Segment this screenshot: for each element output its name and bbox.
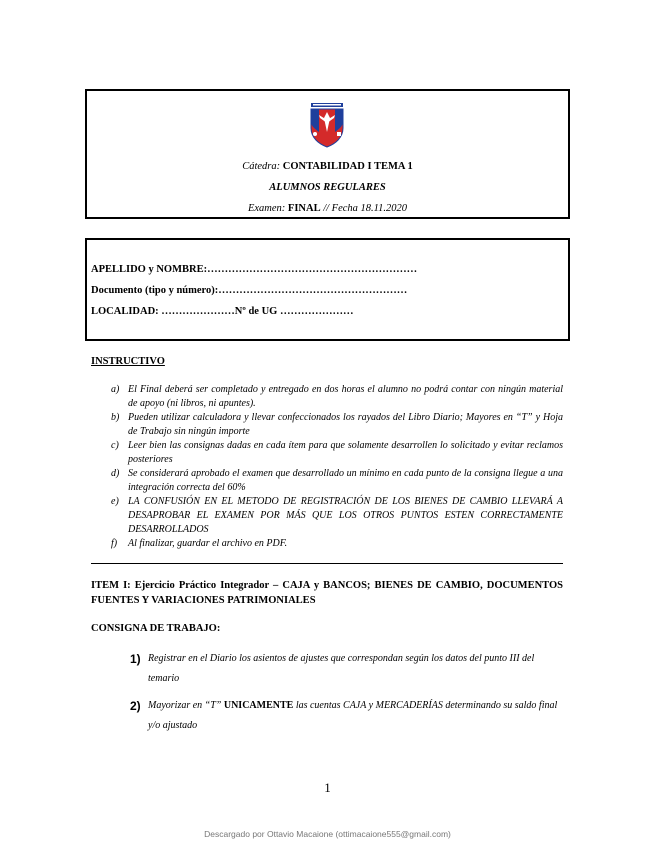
instruction-marker: f) <box>111 538 118 549</box>
instruction-text: Leer bien las consignas dadas en cada ítem para que solamente desarrollen lo solicitado y evitar reclamos posteriores <box>128 440 563 465</box>
instruction-marker: b) <box>111 412 120 423</box>
name-blank[interactable]: …………………………………………………… <box>207 264 418 275</box>
document-field[interactable] <box>91 285 407 296</box>
exam-date: // Fecha 18.11.2020 <box>323 203 408 214</box>
task-item <box>130 696 563 736</box>
task-text: Registrar en el Diario los asientos de ajustes que correspondan según los datos del punto III del temario <box>148 653 535 684</box>
ug-label: Nº de UG <box>234 306 278 317</box>
instruction-item <box>108 383 563 411</box>
locality-blank[interactable]: ………………… <box>161 306 235 317</box>
instruction-marker: a) <box>111 384 120 395</box>
instruction-text: Al finalizar, guardar el archivo en PDF. <box>128 538 288 549</box>
university-crest-icon <box>307 102 347 148</box>
instruction-marker: c) <box>111 440 119 451</box>
instruction-text: LA CONFUSIÓN EN EL METODO DE REGISTRACIÓN DE LOS BIENES DE CAMBIO LLEVARÁ A DESAPROBAR EL EXAMEN POR MÁS QUE LOS OTROS PUNTOS ESTEN CORRECTAMENTE DESARROLLADOS <box>128 496 563 535</box>
locality-label: LOCALIDAD: <box>91 306 159 317</box>
document-blank[interactable]: ……………………………………………… <box>218 285 408 296</box>
instruction-item <box>108 467 563 495</box>
catedra-line <box>0 161 655 172</box>
catedra-label: Cátedra: <box>242 161 281 172</box>
instruction-marker: e) <box>111 496 119 507</box>
locality-field[interactable] <box>91 306 353 317</box>
exam-type: FINAL <box>287 203 321 214</box>
instruction-text: El Final deberá ser completado y entregado en dos horas el alumno no podrá contar con ningún material de apoyo (ni libros, ni apuntes). <box>128 384 563 409</box>
ug-blank[interactable]: ………………… <box>279 306 354 317</box>
catedra-value: CONTABILIDAD I TEMA 1 <box>282 161 413 172</box>
task-number: 1) <box>130 652 141 666</box>
page-number: 1 <box>324 780 331 795</box>
document-label: Documento (tipo y número): <box>91 285 219 296</box>
instruction-item <box>108 411 563 439</box>
task-text-before: Mayorizar en “T” <box>148 700 222 711</box>
instruction-item <box>108 439 563 467</box>
task-number: 2) <box>130 699 141 713</box>
instructivo-title: INSTRUCTIVO <box>91 356 165 367</box>
instruction-item <box>108 495 563 537</box>
instruction-marker: d) <box>111 468 120 479</box>
item-heading: ITEM I: Ejercicio Práctico Integrador – CAJA y BANCOS; BIENES DE CAMBIO, DOCUMENTOS FUENTES Y VARIACIONES PATRIMONIALES <box>91 580 563 606</box>
name-field[interactable] <box>91 264 417 275</box>
task-text <box>148 696 563 736</box>
group-line: ALUMNOS REGULARES <box>269 182 386 193</box>
instruction-item <box>108 537 563 551</box>
consigna-title: CONSIGNA DE TRABAJO: <box>91 623 221 634</box>
instruction-list <box>108 383 563 551</box>
instruction-text: Pueden utilizar calculadora y llevar confeccionados los rayados del Libro Diario; Mayores en “T” y Hoja de Trabajo sin ningún importe <box>128 412 563 437</box>
instruction-text: Se considerará aprobado el examen que desarrollado un mínimo en cada punto de la consigna llegue a una integración correcta del 60% <box>128 468 563 493</box>
exam-line <box>0 203 655 214</box>
task-text-bold: UNICAMENTE <box>223 700 294 711</box>
download-footer: Descargado por Ottavio Macaione (ottimacaione555@gmail.com) <box>204 829 451 839</box>
exam-label: Examen: <box>247 203 286 214</box>
section-divider <box>91 563 563 564</box>
name-label: APELLIDO y NOMBRE: <box>91 264 208 275</box>
task-item <box>130 649 563 689</box>
task-text-after: las cuentas CAJA y MERCADERÍAS determinando su saldo final y/o ajustado <box>148 700 558 731</box>
